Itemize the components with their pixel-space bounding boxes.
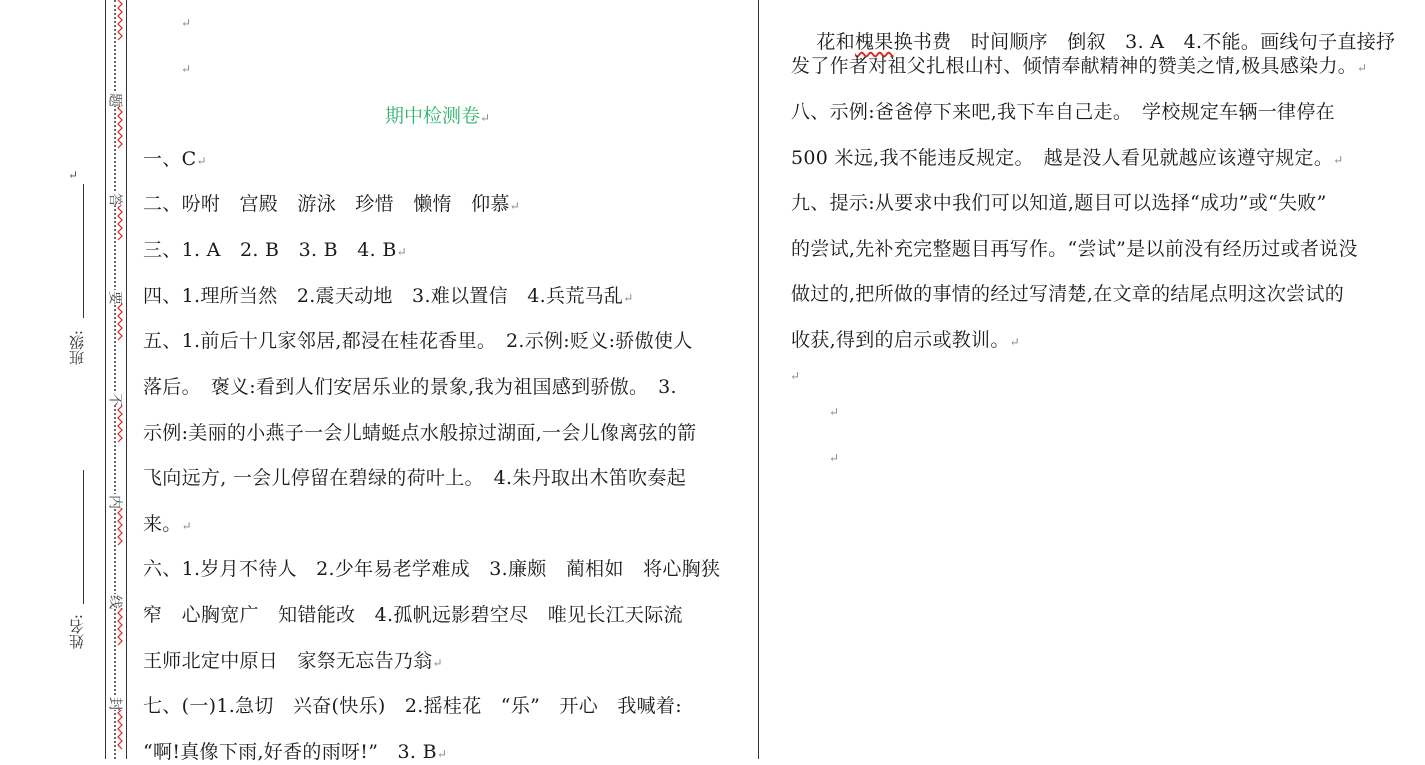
column-divider (758, 0, 759, 759)
binding-margin (0, 0, 130, 759)
answer-line: 三、1. A 2. B 3. B 4. B↵ (143, 239, 407, 261)
answer-line: 落后。 褒义:看到人们安居乐业的景象,我为祖国感到骄傲。 3. (143, 376, 677, 398)
answer-line: 示例:美丽的小燕子一会儿蜻蜓点水般掠过湖面,一会儿像离弦的箭 (143, 422, 697, 444)
seal-char-nei: 内 (109, 493, 123, 509)
answer-line: 花和槐果换书费 时间顺序 倒叙 3. A 4.不能。画线句子直接抒 (816, 31, 1396, 53)
name-label: 姓名: (68, 614, 86, 650)
answer-line: 八、示例:爸爸停下来吧,我下车自己走。 学校规定车辆一律停在 (791, 101, 1335, 123)
paragraph-mark: ↵ (790, 369, 801, 383)
answer-line: 500 米远,我不能违反规定。 越是没人看见就越应该遵守规定。↵ (791, 147, 1344, 169)
seal-spellcheck-marks (116, 0, 126, 759)
answer-line: 做过的,把所做的事情的经过写清楚,在文章的结尾点明这次尝试的 (791, 283, 1345, 305)
name-underline (83, 470, 84, 604)
section-title (385, 101, 490, 128)
answer-line: 发了作者对祖父扎根山村、倾情奉献精神的赞美之情,极具感染力。↵ (791, 55, 1368, 77)
paragraph-mark: ↵ (181, 16, 192, 30)
class-label: 班级: (68, 330, 86, 366)
paragraph-mark: ↵ (829, 451, 840, 465)
section-title-text: 期中检测卷 (385, 105, 481, 127)
answer-line: 窄 心胸宽广 知错能改 4.孤帆远影碧空尽 唯见长江天际流 (143, 604, 683, 626)
answer-line: 王师北定中原日 家祭无忘告乃翁↵ (143, 650, 443, 672)
paragraph-mark: ↵ (829, 405, 840, 419)
answer-line: 收获,得到的启示或教训。↵ (791, 329, 1020, 351)
seal-line-right (126, 0, 127, 759)
class-underline (83, 184, 84, 318)
binding-arrow-mark: ↵ (68, 168, 79, 182)
seal-line-left (105, 0, 106, 759)
answer-line: 来。↵ (143, 513, 192, 535)
seal-char-xian: 线 (109, 593, 123, 609)
paragraph-mark: ↵ (480, 111, 491, 125)
spellcheck-word[interactable]: 槐果 (854, 31, 894, 53)
seal-char-feng: 封 (109, 695, 123, 711)
answer-line: 四、1.理所当然 2.震天动地 3.难以置信 4.兵荒马乱↵ (143, 285, 634, 307)
answer-line: 飞向远方, 一会儿停留在碧绿的荷叶上。 4.朱丹取出木笛吹奏起 (143, 467, 687, 489)
seal-char-bu: 不 (109, 391, 123, 407)
answer-line: “啊!真像下雨,好香的雨呀!” 3. B↵ (143, 741, 448, 763)
paragraph-mark: ↵ (181, 62, 192, 76)
answer-line: 六、1.岁月不待人 2.少年易老学难成 3.廉颇 蔺相如 将心胸狭 (143, 558, 721, 580)
answer-line: 一、C↵ (143, 148, 207, 170)
answer-line: 的尝试,先补充完整题目再写作。“尝试”是以前没有经历过或者说没 (791, 238, 1358, 260)
answer-line: 二、吩咐 宫殿 游泳 珍惜 懒惰 仰慕↵ (143, 193, 521, 215)
answer-line: 九、提示:从要求中我们可以知道,题目可以选择“成功”或“失败” (791, 192, 1327, 214)
seal-char-da: 答 (109, 191, 123, 207)
answer-line: 五、1.前后十几家邻居,都浸在桂花香里。 2.示例:贬义:骄傲使人 (143, 330, 693, 352)
answer-line: 七、(一)1.急切 兴奋(快乐) 2.摇桂花 “乐” 开心 我喊着: (143, 695, 682, 717)
seal-char-yao: 要 (109, 289, 123, 305)
seal-char-ti: 题 (109, 91, 123, 107)
